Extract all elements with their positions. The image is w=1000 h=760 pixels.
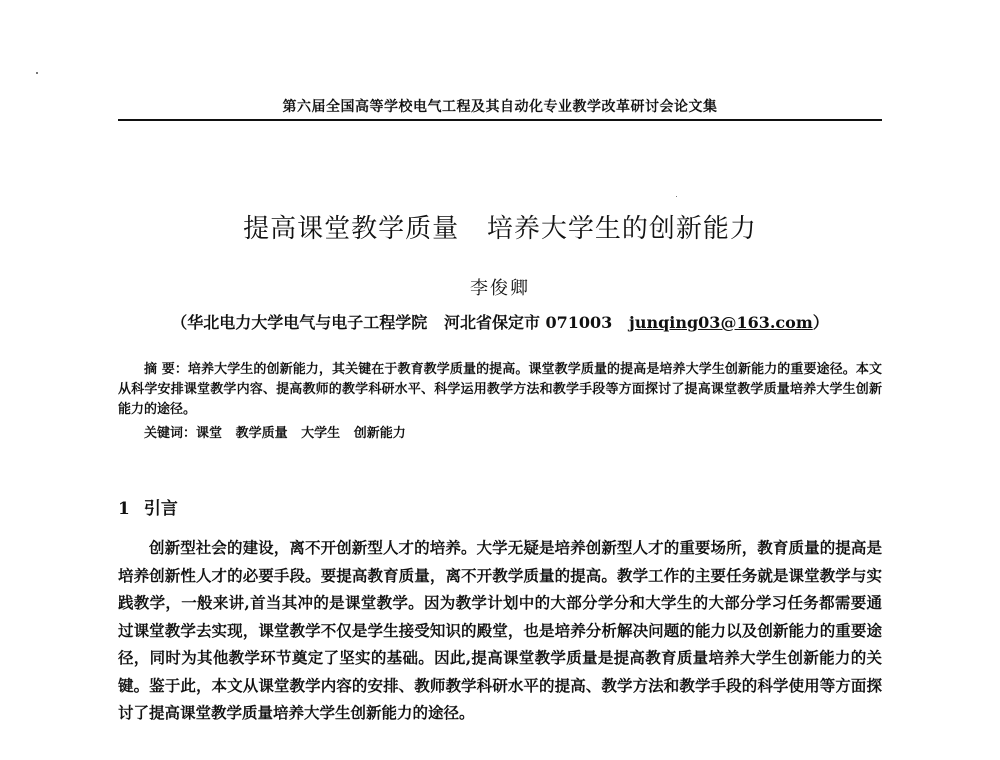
body-paragraph: 创新型社会的建设，离不开创新型人才的培养。大学无疑是培养创新型人才的重要场所，教育质量的提高是培养创新性人才的必要手段。要提高教育质量，离不开教学质量的提高。教学工作的主要任务就是课堂教学与实践教学，一般来讲,首当其冲的是课堂教学。因为教学计划中的大部分学分和大学生的大部分学习任务都需要通过课堂教学去实现，课堂教学不仅是学生接受知识的殿堂，也是培养分析解决问题的能力以及创新能力的重要途径，同时为其他教学环节奠定了坚实的基础。因此,提高课堂教学质量是提高教育质量培养大学生创新能力的关键。鉴于此，本文从课堂教学内容的安排、教师教学科研水平的提高、教学方法和教学手段的科学使用等方面探讨了提高课堂教学质量培养大学生创新能力的途径。 (118, 538, 882, 722)
abstract (118, 360, 882, 420)
header-rule (118, 119, 882, 121)
scan-speck (36, 72, 38, 74)
affiliation-open-paren: （ (171, 313, 188, 332)
abstract-text: 培养大学生的创新能力，其关键在于教育教学质量的提高。课堂教学质量的提高是培养大学生创新能力的重要途径。本文从科学安排课堂教学内容、提高教师的教学科研水平、科学运用教学方法和教学手段等方面探讨了提高课堂教学质量培养大学生创新能力的途径。 (118, 362, 882, 417)
section-title: 引言 (143, 499, 178, 519)
section-number: 1 (118, 499, 130, 519)
abstract-label: 摘 要： (144, 362, 188, 377)
running-header: 第六届全国高等学校电气工程及其自动化专业教学改革研讨会论文集 (282, 99, 718, 115)
keywords-label: 关键词： (144, 426, 197, 441)
author-email-link[interactable]: junqing03@163.com (629, 313, 813, 332)
paper-title: 提高课堂教学质量 培养大学生的创新能力 (243, 214, 757, 244)
scan-speck (676, 196, 677, 197)
section-heading (118, 494, 178, 519)
affiliation-institution: 华北电力大学电气与电子工程学院 河北省保定市 071003 (187, 313, 630, 332)
author-affiliation (100, 310, 900, 333)
keywords (118, 424, 882, 444)
keywords-text: 课堂 教学质量 大学生 创新能力 (196, 426, 406, 441)
affiliation-close-paren: ） (812, 313, 829, 332)
author-name: 李俊卿 (470, 278, 530, 299)
